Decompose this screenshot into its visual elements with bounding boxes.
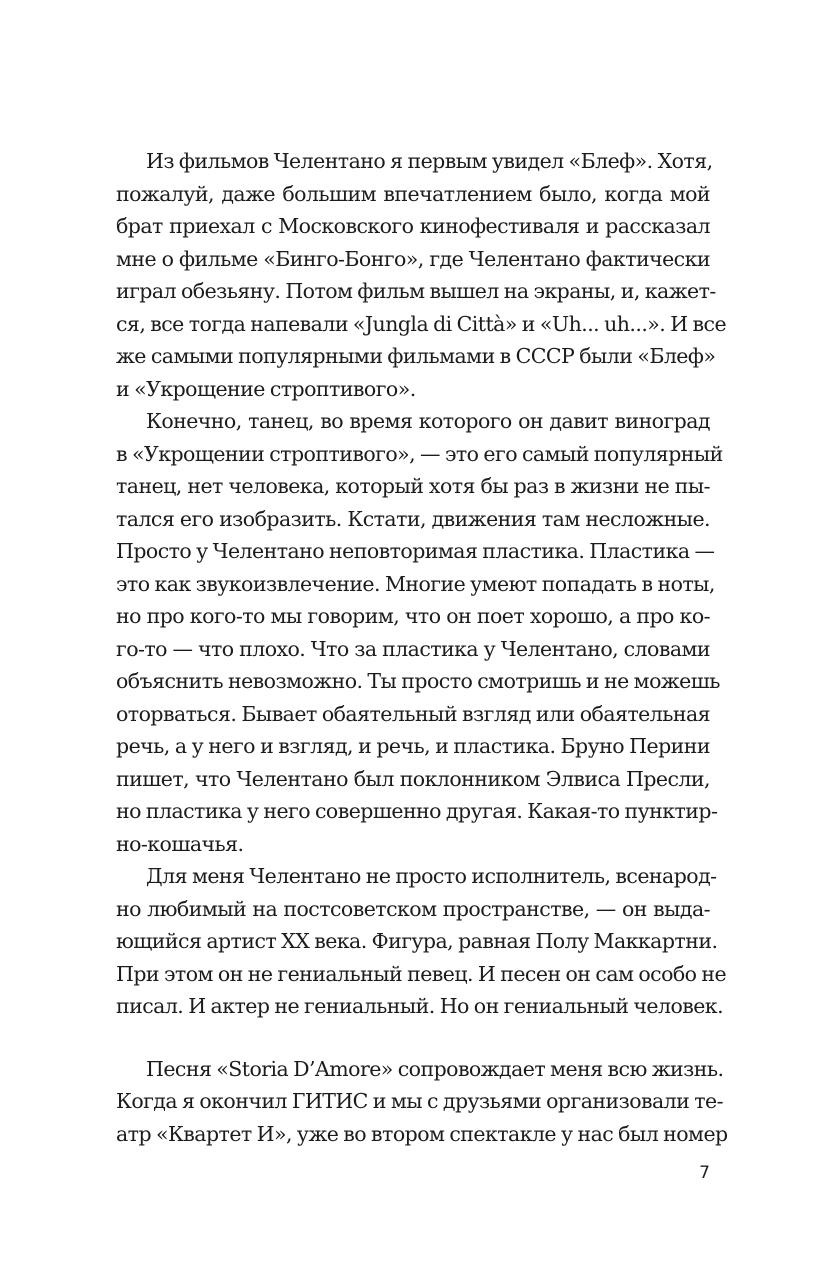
paragraph-1-line-4: мне о фильме «Бинго-Бонго», где Челентано фактически — [116, 246, 710, 271]
paragraph-1-line-2: пожалуй, даже большим впечатлением было, когда мой — [116, 181, 710, 206]
paragraph-2-line-8: го-то — что плохо. Что за пластика у Челентано, словами — [116, 636, 710, 661]
section-break — [116, 1023, 710, 1053]
paragraph-2-line-14: но-кошачья. — [116, 831, 244, 856]
paragraph-2-line-2: в «Укрощении строптивого», — это его самый популярный — [116, 441, 723, 466]
paragraph-4-line-1: Песня «Storia D’Amore» сопровождает меня всю жизнь. — [146, 1056, 724, 1081]
paragraph-2-line-7: но про кого-то мы говорим, что он поет хорошо, а про ко- — [116, 604, 710, 628]
paragraph-4-line-3: атр «Квартет И», уже во втором спектакле у нас был номер — [116, 1121, 728, 1146]
paragraph-2-line-10: оторваться. Бывает обаятельный взгляд или обаятельная — [116, 701, 710, 726]
paragraph-1-line-1: Из фильмов Челентано я первым увидел «Блеф». Хотя, — [146, 149, 713, 173]
paragraph-3-line-1: Для меня Челентано не просто исполнитель, всенарод- — [146, 864, 717, 888]
paragraph-1-line-3: брат приехал с Московского кинофестиваля и рассказал — [116, 214, 710, 238]
paragraph-3-line-5: писал. И актер не гениальный. Но он гениальный человек. — [116, 994, 724, 1018]
paragraph-1-line-6: ся, все тогда напевали «Jungla di Città» и «Uh... uh...». И все — [116, 311, 727, 336]
paragraph-2-line-4: тался его изобразить. Кстати, движения там несложные. — [116, 506, 710, 531]
paragraph-2-line-12: пишет, что Челентано был поклонником Элвиса Пресли, — [116, 766, 710, 791]
paragraph-2-line-5: Просто у Челентано неповторимая пластика. Пластика — — [116, 539, 715, 563]
paragraph-1-line-8: и «Укрощение строптивого». — [116, 376, 416, 401]
body-text — [116, 145, 728, 1150]
paragraph-1-line-5: играл обезьяну. Потом фильм вышел на экраны, и, кажет- — [116, 279, 716, 303]
paragraph-4-line-2: Когда я окончил ГИТИС и мы с друзьями организовали те- — [116, 1089, 723, 1113]
paragraph-3-line-4: При этом он не гениальный певец. И песен он сам особо не — [116, 961, 727, 986]
paragraph-2-line-13: но пластика у него совершенно другая. Какая-то пунктир- — [116, 799, 718, 823]
paragraph-2-line-6: это как звукоизвлечение. Многие умеют попадать в ноты, — [116, 571, 715, 596]
paragraph-2-line-9: объяснить невозможно. Ты просто смотришь и не можешь — [116, 669, 720, 693]
page-number: 7 — [699, 1163, 710, 1183]
paragraph-2-line-11: речь, а у него и взгляд, и речь, и пластика. Бруно Перини — [116, 734, 710, 758]
paragraph-2-line-3: танец, нет человека, который хотя бы раз в жизни не пы- — [116, 474, 710, 498]
paragraph-2-line-1: Конечно, танец, во время которого он давит виноград — [146, 409, 710, 433]
paragraph-3-line-2: но любимый на постсоветском пространстве, — он выда- — [116, 896, 710, 921]
paragraph-1-line-7: же самыми популярными фильмами в СССР были «Блеф» — [116, 344, 716, 368]
paragraph-3-line-3: ющийся артист XX века. Фигура, равная Полу Маккартни. — [116, 929, 718, 953]
